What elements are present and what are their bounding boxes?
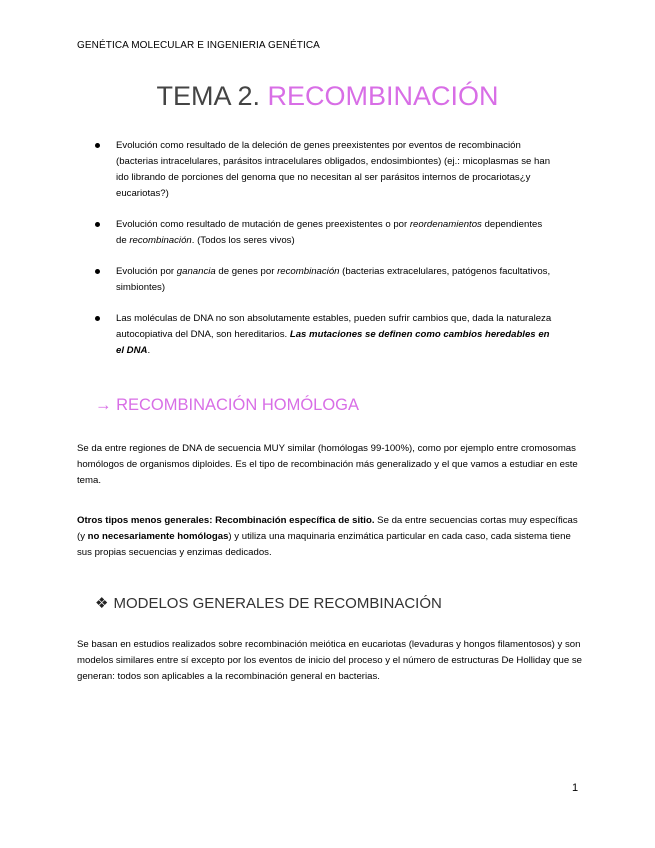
bullet-dot-icon (95, 143, 100, 148)
section-heading-modelos (95, 594, 442, 612)
paragraph-modelos: Se basan en estudios realizados sobre recombinación meiótica en eucariotas (levaduras y hongos filamentosos) y son modelos similares entre sí excepto por los eventos de inicio del proceso y el número de estructuras De Holliday que se generan: todos son aplicables a la recombinación general en bacterias. (77, 639, 582, 682)
list-item-text: Las moléculas de DNA no son absolutamente estables, pueden sufrir cambios que, dada la naturaleza autocopiativa del DNA, son hereditarios. (116, 313, 552, 340)
emphasis-text: ganancia (176, 266, 216, 277)
title-accent: RECOMBINACIÓN (267, 81, 499, 111)
paragraph-text: ) y utiliza una maquinaria enzimática particular en cada caso, cada sistema tiene sus propias secuencias y enzimas dedicados. (77, 531, 571, 558)
list-item-text: Evolución como resultado de la deleción de genes preexistentes por eventos de recombinación (bacterias intracelulares, parásitos intracelulares obligados, endosimbiontes) (ej.: micoplasmas se han ido librando de porciones del genoma que no necesitan al ser parásitos internos de procariotas¿y eucariotas?) (116, 140, 551, 199)
section-heading-text: MODELOS GENERALES DE RECOMBINACIÓN (113, 594, 442, 612)
list-item-text: Evolución como resultado de mutación de genes preexistentes o por (116, 219, 410, 230)
bold-text: Otros tipos menos generales: Recombinación específica de sitio. (77, 515, 375, 526)
bullet-list (95, 138, 555, 374)
paragraph-homologa: Se da entre regiones de DNA de secuencia MUY similar (homólogas 99-100%), como por ejemplo entre cromosomas homólogos de organismos diploides. Es el tipo de recombinación más generalizado y el que vamos a estudiar en este tema. (77, 443, 578, 486)
emphasis-text: recombinación (277, 266, 340, 277)
list-item (95, 138, 555, 202)
paragraph-text: Se da entre secuencias cortas muy específicas (y (77, 515, 578, 542)
list-item-text: Evolución por (116, 266, 177, 277)
bullet-dot-icon (95, 222, 100, 227)
list-item-text: (bacterias extracelulares, patógenos facultativos, simbiontes) (116, 266, 551, 293)
bold-emphasis-text: Las mutaciones se definen como cambios heredables en el DNA (116, 329, 550, 356)
bullet-dot-icon (95, 316, 100, 321)
bold-text: no necesariamente homólogas (87, 531, 229, 542)
page-number: 1 (572, 782, 579, 794)
list-item-text: de genes por (215, 266, 278, 277)
list-item (95, 311, 555, 359)
list-item-text: dependientes de (116, 219, 543, 246)
bullet-dot-icon (95, 269, 100, 274)
page-title (0, 78, 655, 114)
list-item (95, 217, 555, 249)
paragraph-otros-tipos (77, 513, 582, 561)
list-item (95, 264, 555, 296)
running-header: GENÉTICA MOLECULAR E INGENIERIA GENÉTICA (77, 40, 320, 51)
emphasis-text: recombinación (129, 235, 192, 246)
section-heading-homologa: → RECOMBINACIÓN HOMÓLOGA (95, 396, 360, 414)
list-item-text: . (147, 345, 151, 356)
list-item-text: . (Todos los seres vivos) (191, 235, 295, 246)
diamond-bullet-icon: ❖ (95, 595, 109, 612)
title-prefix: TEMA 2. (156, 81, 268, 111)
emphasis-text: reordenamientos (409, 219, 482, 230)
